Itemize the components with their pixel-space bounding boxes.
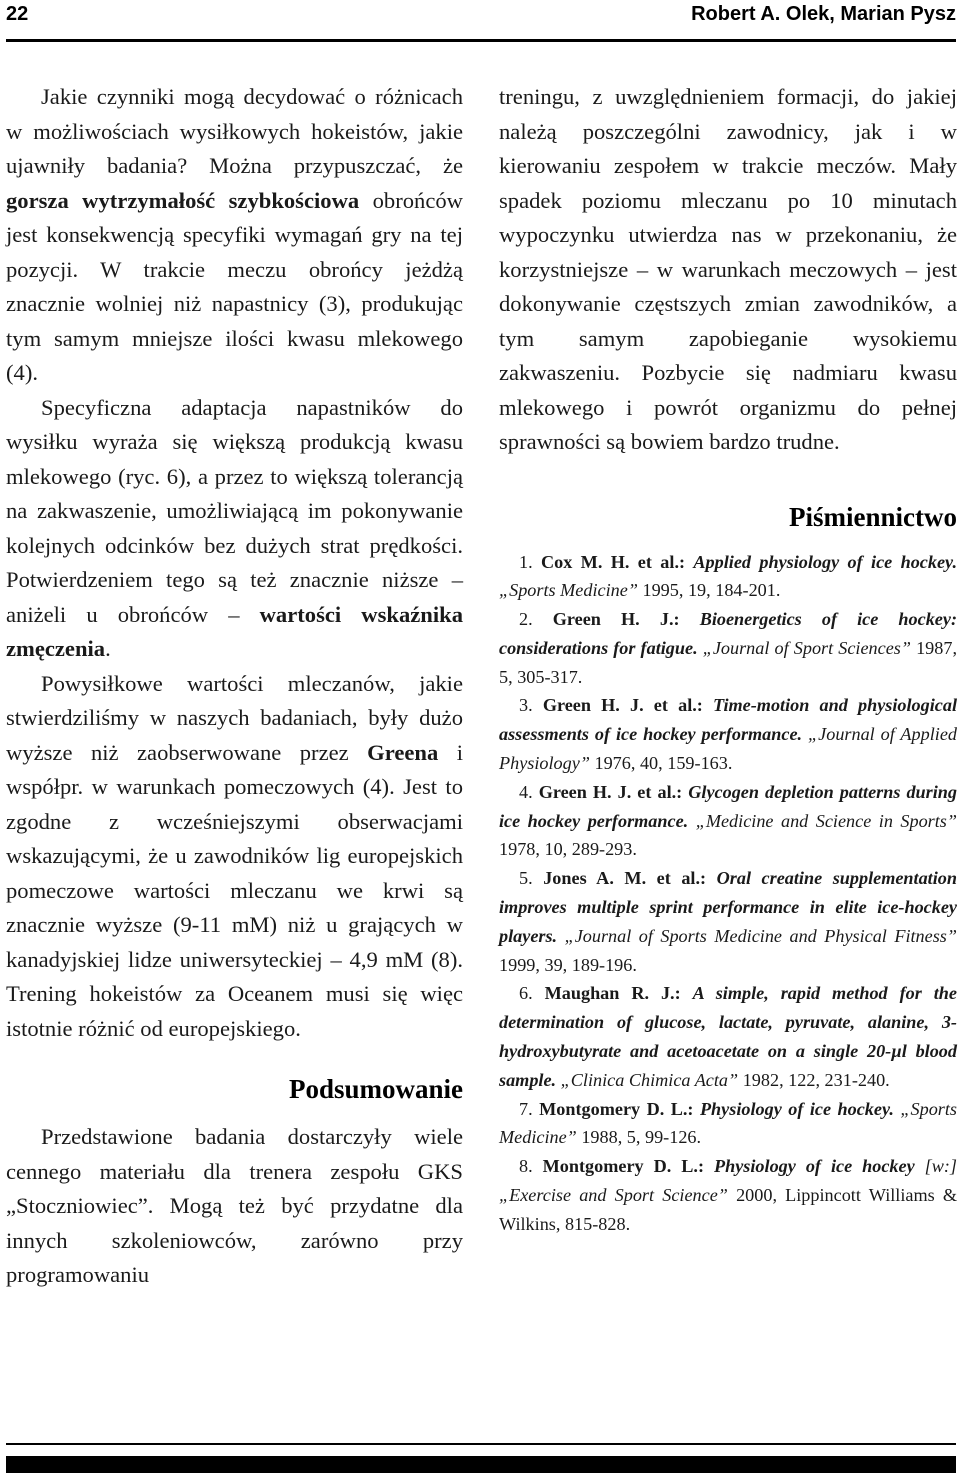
running-header-authors: Robert A. Olek, Marian Pysz bbox=[691, 3, 956, 25]
reference-details: 2000, Lippincott Williams & Wilkins, 815-828. bbox=[499, 1185, 958, 1234]
reference-journal: „Sports Medicine” bbox=[499, 580, 638, 601]
reference-authors: Green H. J.: bbox=[552, 609, 680, 630]
reference-details: 1995, 19, 184-201. bbox=[642, 580, 781, 601]
reference-number: 8. bbox=[519, 1156, 533, 1177]
reference-item bbox=[499, 778, 957, 864]
reference-journal: „Medicine and Science in Sports” bbox=[695, 810, 958, 831]
reference-title: Physiology of ice hockey bbox=[714, 1156, 915, 1177]
paragraph-text: i współpr. w warunkach pomeczowych (4). Jest to zgodne z wcześniejszymi obserwacjami wskazującymi, że u zawodników lig europejskich pomeczowe wartości mleczanu we krwi są znacznie wyższe (9-11 mM) niż u grających w kanadyjskiej lidze uniwersyteckiej – 4,9 mM (8). Trening hokeistów za Oceanem musi się więc istotnie różnić od europejskiego. bbox=[6, 739, 463, 1041]
reference-authors: Green H. J. et al.: bbox=[538, 781, 683, 802]
reference-number: 3. bbox=[519, 695, 533, 716]
reference-authors: Montgomery D. L.: bbox=[542, 1156, 705, 1177]
reference-journal: „Sports Medicine” bbox=[499, 1098, 957, 1148]
right-column bbox=[499, 80, 957, 1239]
reference-number: 7. bbox=[519, 1098, 533, 1119]
reference-authors: Cox M. H. et al.: bbox=[541, 551, 686, 572]
footer-rule bbox=[6, 1443, 956, 1445]
reference-authors: Maughan R. J.: bbox=[544, 983, 681, 1004]
reference-item bbox=[499, 1152, 957, 1238]
left-column bbox=[6, 80, 463, 1293]
reference-details: 1988, 5, 99-126. bbox=[581, 1127, 702, 1148]
reference-title: Bioenergetics of ice hockey: considerations for fatigue. bbox=[499, 609, 958, 658]
reference-journal: „Clinica Chimica Acta” bbox=[560, 1069, 739, 1090]
paragraph bbox=[6, 391, 463, 667]
reference-item bbox=[499, 548, 957, 606]
reference-title: A simple, rapid method for the determination of glucose, lactate, pyruvate, alanine, 3-hydroxybutyrate and acetoacetate on a single 20-µl blood sample. bbox=[499, 983, 957, 1090]
paragraph-text: obrońców jest konsekwencją specyfiki wymagań gry na tej pozycji. W trakcie meczu obrońcy jeżdżą znacznie wolniej niż napastnicy (3), produkując tym samym mniejsze ilości kwasu mlekowego (4). bbox=[6, 187, 463, 385]
reference-details: 1978, 10, 289-293. bbox=[499, 839, 637, 860]
paragraph-text: Jakie czynniki mogą decydować o różnicach w możliwościach wysiłkowych hokeistów, jakie ujawniły badania? Można przypuszczać, że bbox=[6, 84, 463, 178]
reference-item bbox=[499, 1095, 957, 1153]
footer-bar bbox=[6, 1456, 956, 1473]
paragraph: Przedstawione badania dostarczyły wiele cennego materiału dla trenera zespołu GKS „Stoczniowiec”. Mogą też być przydatne dla innych szkoleniowców, zarówno przy programowaniu bbox=[6, 1124, 463, 1287]
reference-item bbox=[499, 691, 957, 777]
reference-item bbox=[499, 605, 957, 691]
paragraph bbox=[6, 80, 463, 391]
reference-list bbox=[499, 548, 957, 1239]
reference-title: Time-motion and physiological assessments of ice hockey performance. bbox=[499, 695, 958, 745]
reference-number: 4. bbox=[519, 781, 533, 802]
paragraph-text: Specyficzna adaptacja napastników do wysiłku wyraża się większą produkcją kwasu mlekowego (ryc. 6), a przez to większą tolerancją na zakwaszenie, umożliwiającą im pokonywanie kolejnych odcinków bez dużych strat prędkości. Potwierdzeniem tego są też znacznie niższe – aniżeli u obrońców – bbox=[6, 394, 463, 627]
paragraph: treningu, z uwzględnieniem formacji, do jakiej należą poszczególni zawodnicy, jak i w kierowaniu zespołem w trakcie meczów. Mały spadek poziomu mleczanu po 10 minutach wypoczynku utwierdza nas w przekonaniu, że korzystniejsze – w warunkach meczowych – jest dokonywanie częstszych zmian zawodników, a tym samym zapobieganie wysokiemu zakwaszeniu. Pozbycie się nadmiaru kwasu mlekowego i powrót organizmu do pełnej sprawności są bowiem bardzo trudne. bbox=[499, 84, 957, 454]
reference-authors: Jones A. M. et al.: bbox=[543, 868, 707, 889]
reference-authors: Montgomery D. L.: bbox=[539, 1098, 694, 1119]
reference-title: Physiology of ice hockey. bbox=[699, 1098, 894, 1119]
paragraph-text: . bbox=[105, 636, 111, 661]
emphasis-text: Greena bbox=[367, 739, 439, 765]
reference-authors: Green H. J. et al.: bbox=[542, 695, 703, 716]
reference-title: Glycogen depletion patterns during ice hockey performance. bbox=[499, 781, 958, 831]
paragraph-text: Powysiłkowe wartości mleczanów, jakie stwierdziliśmy w naszych badaniach, były dużo wyższe niż zaobserwowane przez bbox=[6, 670, 463, 765]
paragraph bbox=[6, 667, 463, 1047]
reference-number: 5. bbox=[519, 868, 533, 889]
reference-journal: „Journal of Applied Physiology” bbox=[499, 724, 957, 774]
reference-item bbox=[499, 864, 957, 979]
reference-journal: „Journal of Sports Medicine and Physical Fitness” bbox=[564, 925, 957, 946]
reference-details: 1976, 40, 159-163. bbox=[594, 753, 733, 774]
reference-journal: „Journal of Sport Sciences” bbox=[702, 637, 911, 658]
running-header bbox=[6, 0, 956, 34]
reference-item bbox=[499, 979, 957, 1094]
reference-details: 1982, 122, 231-240. bbox=[742, 1069, 890, 1090]
emphasis-text: wartości wskaźnika zmęczenia bbox=[6, 601, 463, 661]
reference-number: 2. bbox=[519, 609, 533, 630]
reference-details: 1999, 39, 189-196. bbox=[499, 954, 637, 975]
reference-title: Applied physiology of ice hockey. bbox=[693, 551, 957, 572]
section-heading-summary: Podsumowanie bbox=[288, 1074, 463, 1104]
reference-journal: [w:] „Exercise and Sport Science” bbox=[499, 1156, 957, 1206]
reference-title: Oral creatine supplementation improves multiple sprint performance in elite ice-hockey players. bbox=[499, 868, 957, 946]
header-rule bbox=[6, 39, 956, 42]
reference-number: 1. bbox=[519, 551, 533, 572]
emphasis-text: gorsza wytrzymałość szybkościowa bbox=[6, 187, 360, 213]
page-number: 22 bbox=[6, 3, 29, 25]
reference-number: 6. bbox=[519, 983, 533, 1004]
section-heading-references: Piśmiennictwo bbox=[789, 501, 957, 532]
reference-details: 1987, 5, 305-317. bbox=[499, 637, 957, 687]
